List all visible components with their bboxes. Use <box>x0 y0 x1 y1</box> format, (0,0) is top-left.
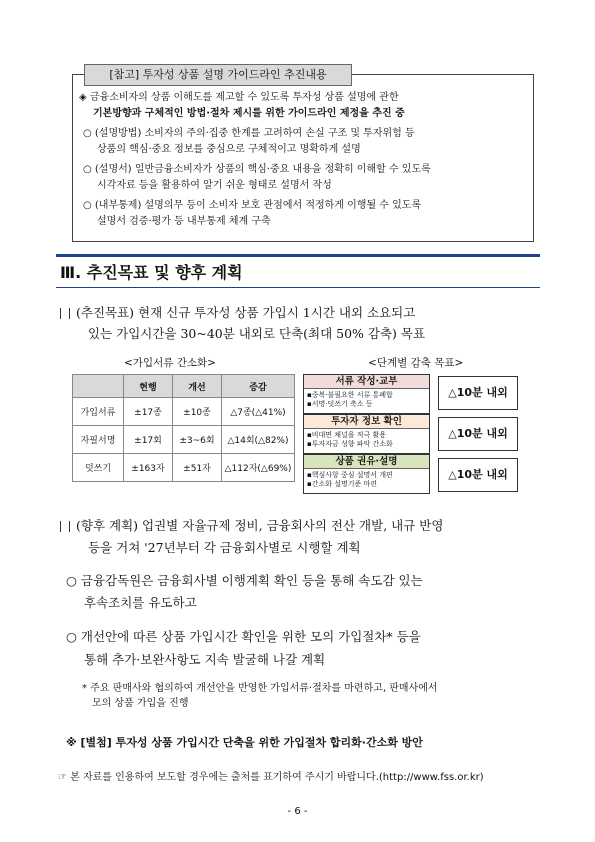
goal-line-1: (추진목표) 현재 신규 투자성 상품 가입시 1시간 내외 소요되고 <box>76 305 416 320</box>
section-top-rule <box>56 254 540 257</box>
table-cell: △7종(△41%) <box>222 398 295 426</box>
reference-item-3-line-1: ○ (내부통제) 설명의무 등이 소비자 보호 관점에서 적정하게 이행될 수 있도록 <box>83 200 422 211</box>
reference-item-1-line-1: ○ (설명방법) 소비자의 주의·집중 한계를 고려하여 손실 구조 및 투자위험 등 <box>83 128 415 139</box>
table-cell: ±163자 <box>124 454 173 482</box>
stage-bullet: ▪비대면 채널을 적극 활용 <box>307 431 387 439</box>
stage-bullet: ▪핵심사항 중심 설명서 개편 <box>307 471 393 479</box>
plan-bullet-1-line-1: ○ 금융감독원은 금융회사별 이행계획 확인 등을 통해 속도감 있는 <box>66 573 423 588</box>
stage-title: 상품 권유·설명 <box>304 455 429 469</box>
page-number: - 6 - <box>287 806 308 817</box>
reference-item-3-line-2: 설명서 검증·평가 등 내부통제 체계 구축 <box>97 216 271 227</box>
table-cell: 자필서명 <box>73 426 124 454</box>
stage-goal-recommendation: △10분 내외 <box>438 458 518 492</box>
table-header-blank <box>73 375 124 398</box>
annex-note: ※ [별첨] 투자성 상품 가입시간 단축을 위한 가입절차 합리화·간소화 방안 <box>66 736 423 749</box>
simplification-table <box>72 374 295 482</box>
plan-line-2: 등을 거쳐 '27년부터 각 금융회사별로 시행할 계획 <box>88 540 361 555</box>
stage-box-investor-info <box>303 414 430 454</box>
plan-note-line-1: * 주요 판매사와 협의하여 개선안을 반영한 가입서류·절차를 마련하고, 판매사에서 <box>82 683 438 694</box>
table-cell: 가입서류 <box>73 398 124 426</box>
stage-box-recommendation <box>303 454 430 494</box>
table-header-current: 현행 <box>124 375 173 398</box>
table-cell: ±17회 <box>124 426 173 454</box>
table-cell: ±51자 <box>173 454 222 482</box>
section-title: Ⅲ. 추진목표 및 향후 계획 <box>60 263 243 282</box>
table-header-improved: 개선 <box>173 375 222 398</box>
reference-main-line-1: ◈ 금융소비자의 상품 이해도를 제고할 수 있도록 투자성 상품 설명에 관한 <box>79 92 399 103</box>
section-bottom-rule <box>56 287 540 288</box>
table-row <box>73 398 295 426</box>
reference-box <box>72 74 534 242</box>
stage-goal-investor-info: △10분 내외 <box>438 417 518 451</box>
goal-line-2: 있는 가입시간을 30~40분 내외로 단축(최대 50% 감축) 목표 <box>88 326 426 341</box>
table-cell: ±10종 <box>173 398 222 426</box>
table-cell: △112자(△69%) <box>222 454 295 482</box>
reference-title: [참고] 투자성 상품 설명 가이드라인 추진내용 <box>84 64 352 86</box>
table-caption: <가입서류 간소화> <box>124 357 216 369</box>
plan-bullet-2-line-1: ○ 개선안에 따른 상품 가입시간 확인을 위한 모의 가입절차* 등을 <box>66 629 421 644</box>
reference-item-1-line-2: 상품의 핵심·중요 정보를 중심으로 구체적이고 명확하게 설명 <box>97 144 361 155</box>
stage-title: 서류 작성·교부 <box>304 375 429 389</box>
reference-main-line-2: 기본방향과 구체적인 방법·절차 제시를 위한 가이드라인 제정을 추진 중 <box>93 108 405 119</box>
stage-bullet: ▪투자자금 성향 파악 간소화 <box>307 440 393 448</box>
table-row <box>73 426 295 454</box>
stage-goal-documents: △10분 내외 <box>438 376 518 410</box>
stage-bullet: ▪중복·불필요한 서류 통폐합 <box>307 391 393 399</box>
table-row <box>73 454 295 482</box>
reference-item-2-line-2: 시각자료 등을 활용하여 알기 쉬운 형태로 설명서 작성 <box>97 180 332 191</box>
plan-bullet-1-line-2: 후속조치를 유도하고 <box>84 595 197 610</box>
stages-caption: <단계별 감축 목표> <box>368 357 464 369</box>
table-cell: ±3~6회 <box>173 426 222 454</box>
table-cell: ±17종 <box>124 398 173 426</box>
footer-notice: ☞ 본 자료를 인용하여 보도할 경우에는 출처를 표기하여 주시기 바랍니다.(http://www.fss.or.kr) <box>58 772 484 783</box>
stage-bullet: ▪서명·덧쓰기 축소 등 <box>307 400 373 408</box>
stage-bullet: ▪간소화 설명기준 마련 <box>307 480 378 488</box>
square-marker-icon <box>60 308 70 319</box>
reference-item-2-line-1: ○ (설명서) 일반금융소비자가 상품의 핵심·중요 내용을 정확히 이해할 수 있도록 <box>83 164 431 175</box>
plan-bullet-2-line-2: 통해 추가·보완사항도 지속 발굴해 나갈 계획 <box>84 652 326 667</box>
stage-box-documents <box>303 374 430 414</box>
table-cell: 덧쓰기 <box>73 454 124 482</box>
square-marker-icon <box>60 521 70 532</box>
table-header-change: 증감 <box>222 375 295 398</box>
table-cell: △14회(△82%) <box>222 426 295 454</box>
plan-note-line-2: 모의 상품 가입을 진행 <box>92 698 189 709</box>
plan-line-1: (향후 계획) 업권별 자율규제 정비, 금융회사의 전산 개발, 내규 반영 <box>76 518 444 533</box>
stage-title: 투자자 정보 확인 <box>304 415 429 429</box>
